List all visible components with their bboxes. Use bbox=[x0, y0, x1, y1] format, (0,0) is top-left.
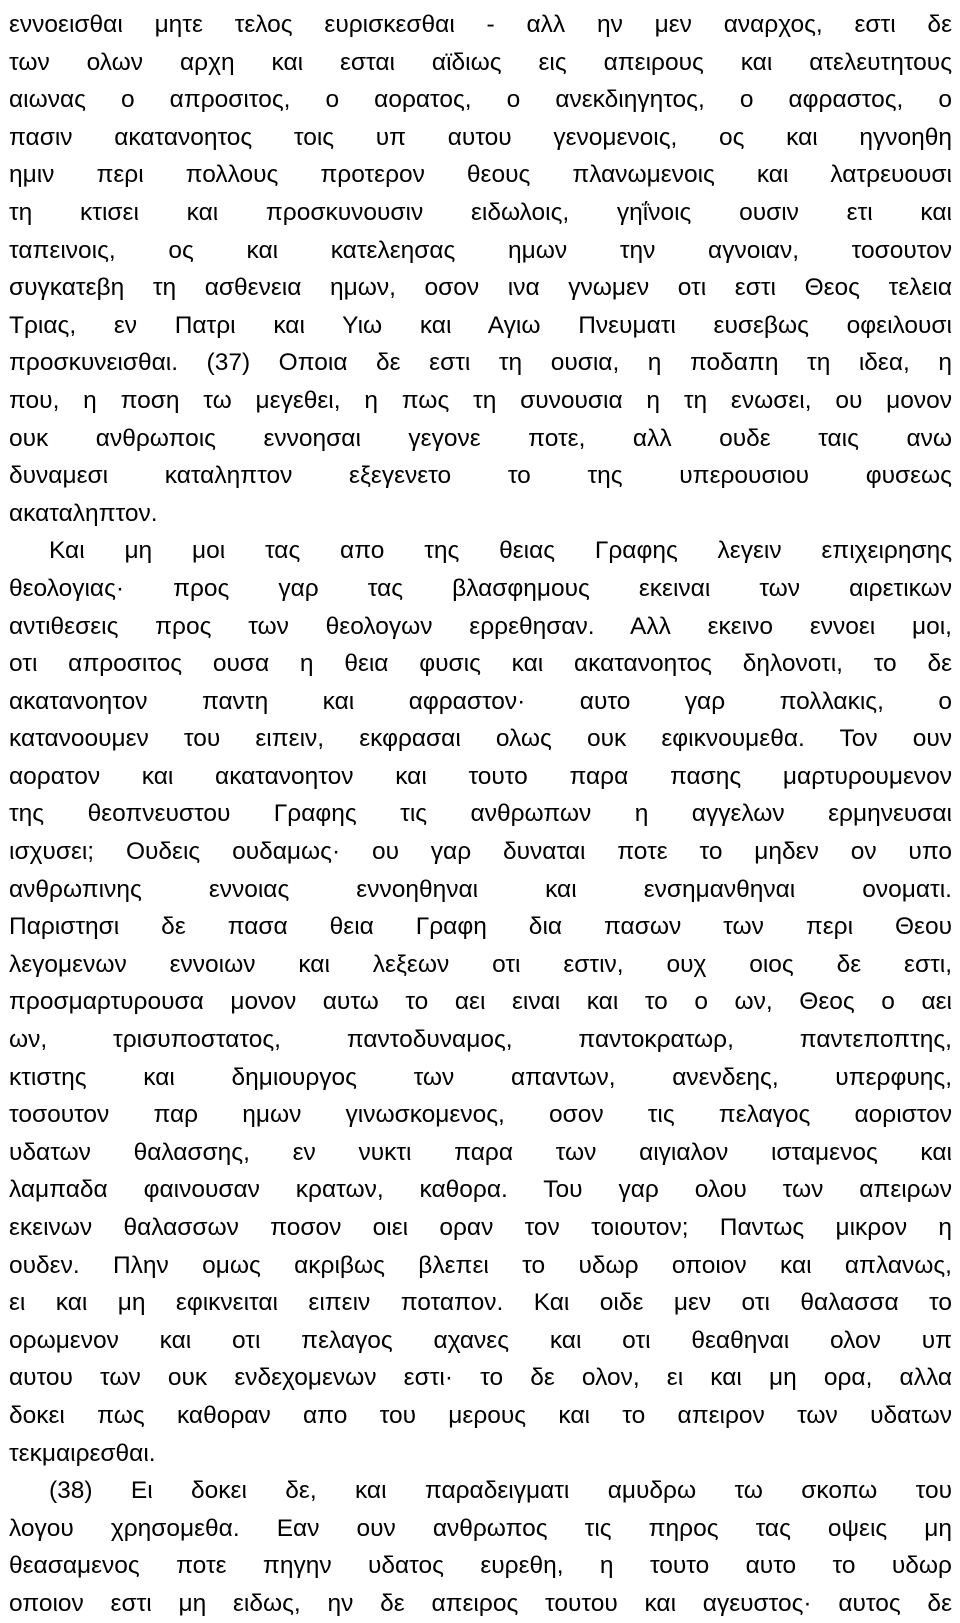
text-line: ουδεν. Πλην ομως ακριβως βλεπει το υδωρ οποιον και απλανως, bbox=[9, 1251, 952, 1279]
text-line: ακατανοητον παντη και αφραστον· αυτο γαρ πολλακις, ο bbox=[9, 687, 952, 715]
text-line: αντιθεσεις προς των θεολογων ερρεθησαν. Αλλ εκεινο εννοει μοι, bbox=[9, 612, 952, 640]
text-line: κτιστης και δημιουργος των απαντων, ανενδεης, υπερφυης, bbox=[9, 1063, 952, 1091]
text-line: λαμπαδα φαινουσαν κρατων, καθορα. Του γαρ ολου των απειρων bbox=[9, 1176, 952, 1204]
text-line: οποιον εστι μη ειδως, ην δε απειρος τουτου και αγευστος· αυτος δε bbox=[9, 1589, 952, 1617]
text-line: οτι απροσιτος ουσα η θεια φυσις και ακατανοητος δηλονοτι, το δε bbox=[9, 650, 952, 678]
text-line: συγκατεβη τη ασθενεια ημων, οσον ινα γνωμεν οτι εστι Θεος τελεια bbox=[9, 274, 952, 302]
text-line: Τριας, εν Πατρι και Υιω και Αγιω Πνευματι ευσεβως οφειλουσι bbox=[9, 311, 952, 339]
text-line: εννοεισθαι μητε τελος ευρισκεσθαι - αλλ ην μεν αναρχος, εστι δε bbox=[9, 11, 952, 38]
text-line: δυναμεσι καταληπτον εξεγενετο το της υπερουσιου φυσεως bbox=[9, 462, 952, 490]
text-line: ταπεινοις, ος και κατελεησας ημων την αγνοιαν, τοσουτον bbox=[9, 236, 952, 264]
text-line: (38) Ει δοκει δε, και παραδειγματι αμυδρω τω σκοπω του bbox=[49, 1477, 952, 1505]
text-line: Παριστησι δε πασα θεια Γραφη δια πασων των περι Θεου bbox=[9, 913, 952, 941]
text-line: ημιν περι πολλους προτερον θεους πλανωμενοις και λατρευουσι bbox=[9, 161, 952, 189]
text-line: αυτου των ουκ ενδεχομενων εστι· το δε ολον, ει και μη ορα, αλλα bbox=[9, 1364, 952, 1392]
text-line: θεολογιας· προς γαρ τας βλασφημους εκειναι των αιρετικων bbox=[9, 574, 952, 602]
text-line: δοκει πως καθοραν απο του μερους και το απειρον των υδατων bbox=[9, 1401, 952, 1429]
text-line: που, η ποση τω μεγεθει, η πως τη συνουσια η τη ενωσει, ου μονον bbox=[9, 386, 952, 414]
text-line: υδατων θαλασσης, εν νυκτι παρα των αιγιαλον ισταμενος και bbox=[9, 1138, 952, 1166]
text-line: προσμαρτυρουσα μονον αυτω το αει ειναι και το ο ων, Θεος ο αει bbox=[9, 988, 952, 1016]
text-line: των ολων αρχη και εσται αϊδιως εις απειρους και ατελευτητους bbox=[9, 48, 952, 76]
text-line: τοσουτον παρ ημων γινωσκομενος, οσον τις πελαγος αοριστον bbox=[9, 1101, 952, 1129]
text-line: ανθρωπινης εννοιας εννοηθηναι και ενσημανθηναι ονοματι. bbox=[9, 875, 952, 903]
text-line: θεασαμενος ποτε πηγην υδατος ευρεθη, η τουτο αυτο το υδωρ bbox=[9, 1552, 952, 1580]
text-line: ισχυσει; Ουδεις ουδαμως· ου γαρ δυναται ποτε το μηδεν ον υπο bbox=[9, 838, 952, 866]
text-line: ουκ ανθρωποις εννοησαι γεγονε ποτε, αλλ ουδε ταις ανω bbox=[9, 424, 952, 452]
text-line: Και μη μοι τας απο της θειας Γραφης λεγειν επιχειρησης bbox=[49, 537, 952, 565]
text-line: ακαταληπτον. bbox=[9, 499, 158, 527]
text-line: κατανοουμεν του ειπειν, εκφρασαι ολως ουκ εφικνουμεθα. Τον ουν bbox=[9, 725, 952, 753]
text-line: προσκυνεισθαι. (37) Οποια δε εστι τη ουσια, η ποδαπη τη ιδεα, η bbox=[9, 349, 952, 377]
text-line: αιωνας ο απροσιτος, ο αορατος, ο ανεκδιηγητος, ο αφραστος, ο bbox=[9, 86, 952, 114]
text-line: ορωμενον και οτι πελαγος αχανες και οτι θεαθηναι ολον υπ bbox=[9, 1326, 952, 1354]
text-line: λογου χρησομεθα. Εαν ουν ανθρωπος τις πηρος τας οψεις μη bbox=[9, 1514, 952, 1542]
text-line: πασιν ακατανοητος τοις υπ αυτου γενομενοις, ος και ηγνοηθη bbox=[9, 123, 952, 151]
text-line: τη κτισει και προσκυνουσιν ειδωλοις, γηΐνοις ουσιν ετι και bbox=[9, 198, 952, 226]
text-line: αορατον και ακατανοητον και τουτο παρα πασης μαρτυρουμενον bbox=[9, 762, 952, 790]
text-line: τεκμαιρεσθαι. bbox=[9, 1439, 156, 1467]
text-line: ει και μη εφικνειται ειπειν ποταπον. Και οιδε μεν οτι θαλασσα το bbox=[9, 1289, 952, 1317]
text-line: εκεινων θαλασσων ποσον οιει οραν τον τοιουτον; Παντως μικρον η bbox=[9, 1214, 952, 1241]
text-line: της θεοπνευστου Γραφης τις ανθρωπων η αγγελων ερμηνευσαι bbox=[9, 800, 952, 828]
text-line: ων, τρισυποστατος, παντοδυναμος, παντοκρατωρ, παντεποπτης, bbox=[9, 1026, 952, 1054]
document-text-body bbox=[9, 6, 952, 1623]
text-line: λεγομενων εννοιων και λεξεων οτι εστιν, ουχ οιος δε εστι, bbox=[9, 950, 952, 978]
